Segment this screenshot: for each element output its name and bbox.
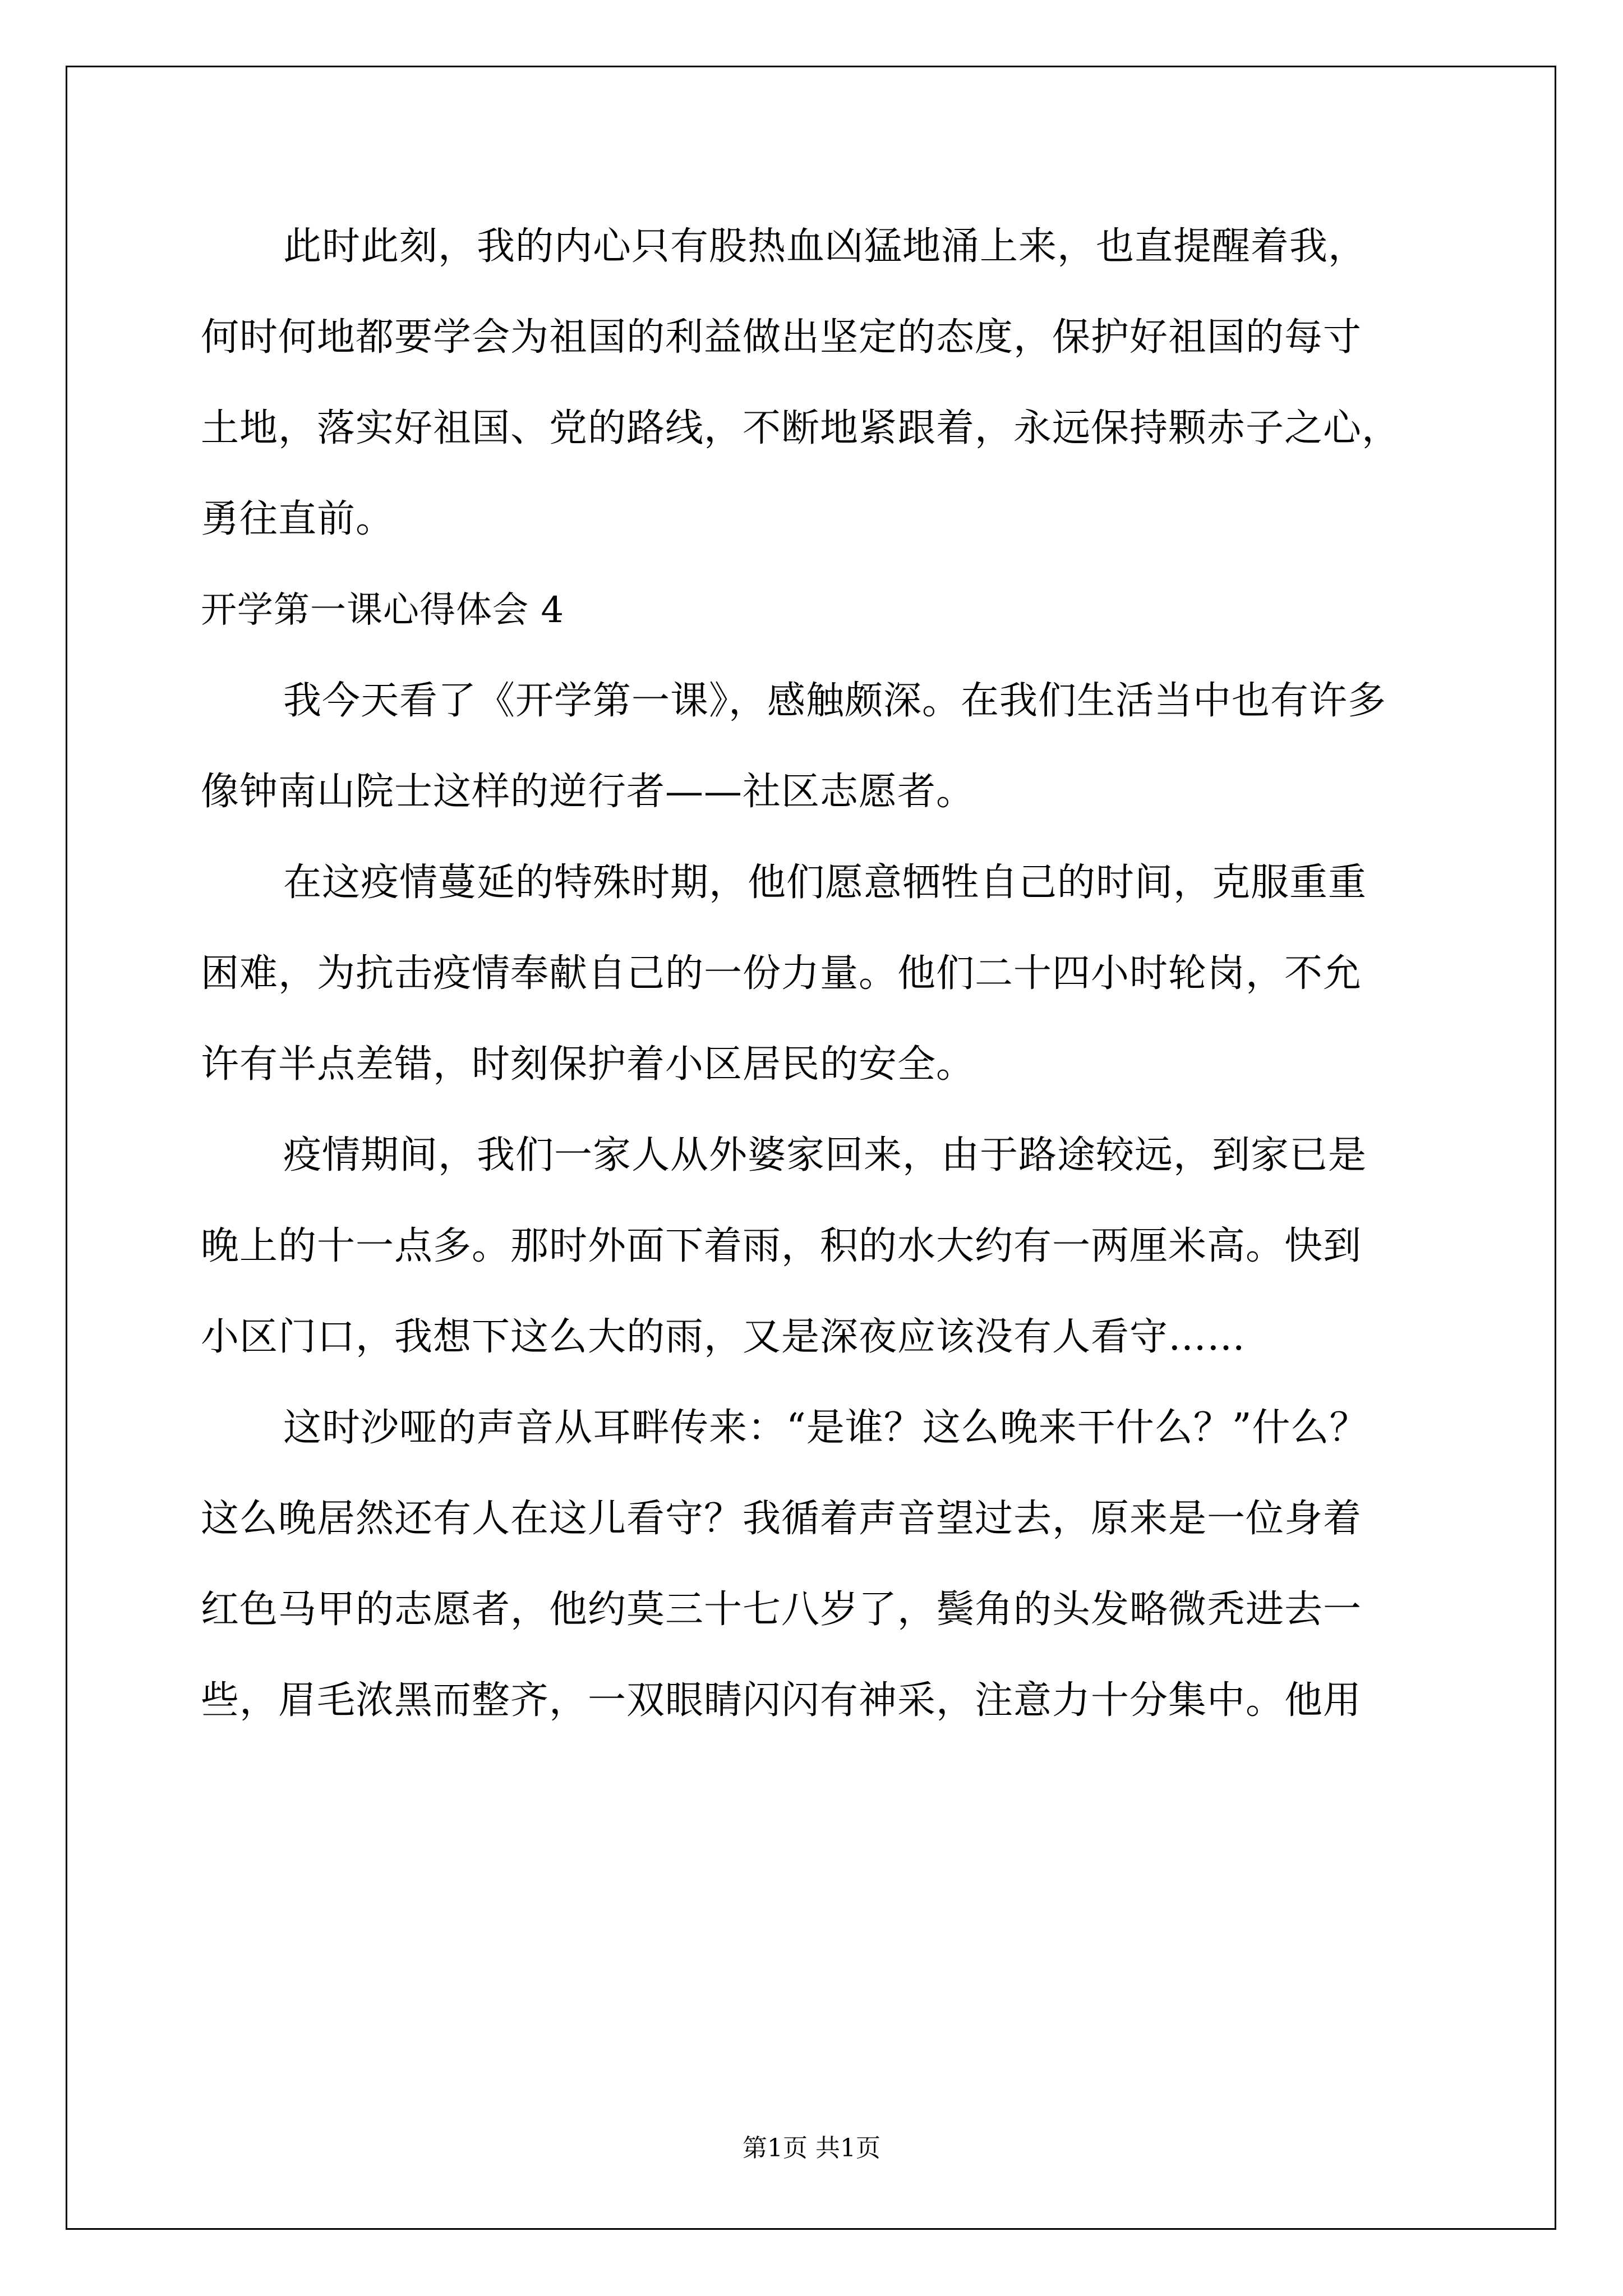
paragraph-line: 疫情期间，我们一家人从外婆家回来，由于路途较远，到家已是 bbox=[283, 1133, 1367, 1177]
paragraph-line: 红色马甲的志愿者，他约莫三十七八岁了，鬓角的头发略微秃进去一 bbox=[201, 1588, 1362, 1632]
paragraph-line: 土地，落实好祖国、党的路线，不断地紧跟着，永远保持颗赤子之心， bbox=[201, 406, 1401, 450]
paragraph-line: 何时何地都要学会为祖国的利益做出坚定的态度，保护好祖国的每寸 bbox=[201, 315, 1362, 360]
paragraph-line: 这时沙哑的声音从耳畔传来：“是谁？这么晚来干什么？”什么？ bbox=[283, 1406, 1368, 1450]
section-heading: 开学第一课心得体会 4 bbox=[201, 590, 565, 631]
paragraph-line: 我今天看了《开学第一课》，感触颇深。在我们生活当中也有许多 bbox=[283, 679, 1387, 723]
paragraph-line: 在这疫情蔓延的特殊时期，他们愿意牺牲自己的时间，克服重重 bbox=[283, 861, 1367, 905]
paragraph-line: 这么晚居然还有人在这儿看守？我循着声音望过去，原来是一位身着 bbox=[201, 1497, 1362, 1541]
paragraph-line: 此时此刻，我的内心只有股热血凶猛地涌上来，也直提醒着我， bbox=[283, 224, 1367, 269]
paragraph-line: 些，眉毛浓黑而整齐，一双眼睛闪闪有神采，注意力十分集中。他用 bbox=[201, 1678, 1362, 1723]
paragraph-line: 许有半点差错，时刻保护着小区居民的安全。 bbox=[201, 1042, 975, 1087]
paragraph-line: 困难，为抗击疫情奉献自己的一份力量。他们二十四小时轮岗，不允 bbox=[201, 951, 1362, 996]
paragraph-line: 晚上的十一点多。那时外面下着雨，积的水大约有一两厘米高。快到 bbox=[201, 1224, 1362, 1268]
paragraph-line: 勇往直前。 bbox=[201, 497, 395, 541]
paragraph-line: 小区门口，我想下这么大的雨，又是深夜应该没有人看守…… bbox=[201, 1315, 1246, 1359]
paragraph-line: 像钟南山院士这样的逆行者——社区志愿者。 bbox=[201, 770, 975, 814]
page-footer: 第1页 共1页 bbox=[743, 2134, 880, 2162]
